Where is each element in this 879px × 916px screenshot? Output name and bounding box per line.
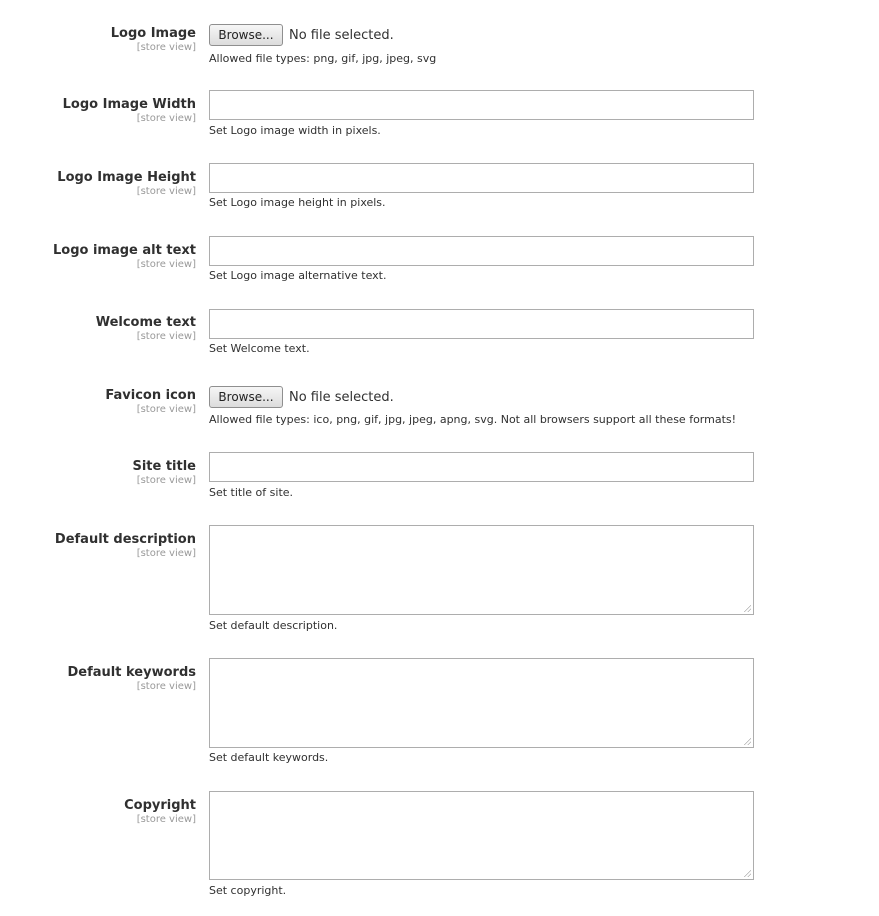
logo-alt-note: Set Logo image alternative text. <box>209 269 387 282</box>
logo-width-note: Set Logo image width in pixels. <box>209 124 381 137</box>
logo-image-note: Allowed file types: png, gif, jpg, jpeg, svg <box>209 52 437 65</box>
site-title-label: Site title <box>132 459 196 474</box>
default-keywords-note: Set default keywords. <box>209 751 329 764</box>
favicon-scope: [store view] <box>136 404 196 415</box>
default-keywords-label-group <box>0 665 196 692</box>
site-title-label-group <box>0 459 196 486</box>
logo-height-label-group <box>0 170 196 197</box>
logo-height-input[interactable] <box>209 163 754 193</box>
logo-width-scope: [store view] <box>136 113 196 124</box>
copyright-note: Set copyright. <box>209 884 287 897</box>
resize-grip-icon[interactable] <box>742 736 751 745</box>
logo-image-label-group <box>0 26 196 53</box>
copyright-label: Copyright <box>124 798 196 813</box>
logo-height-label: Logo Image Height <box>57 170 196 185</box>
welcome-text-scope: [store view] <box>136 331 196 342</box>
default-keywords-wrap <box>209 658 754 748</box>
resize-grip-icon[interactable] <box>742 603 751 612</box>
logo-alt-label-group <box>0 243 196 270</box>
default-description-label: Default description <box>54 532 196 547</box>
copyright-row <box>0 798 879 887</box>
favicon-label-group <box>0 388 196 415</box>
copyright-textarea[interactable] <box>209 791 754 880</box>
welcome-text-label: Welcome text <box>95 315 196 330</box>
default-description-label-group <box>0 532 196 559</box>
logo-width-input[interactable] <box>209 90 754 120</box>
default-keywords-label: Default keywords <box>67 665 196 680</box>
default-description-textarea[interactable] <box>209 525 754 615</box>
welcome-text-input[interactable] <box>209 309 754 339</box>
site-title-note: Set title of site. <box>209 486 294 499</box>
welcome-text-label-group <box>0 315 196 342</box>
logo-image-browse-button[interactable]: Browse... <box>209 24 283 46</box>
welcome-text-note: Set Welcome text. <box>209 342 310 355</box>
logo-image-file-control <box>209 24 394 46</box>
site-title-input[interactable] <box>209 452 754 482</box>
favicon-file-control <box>209 386 394 408</box>
copyright-scope: [store view] <box>136 814 196 825</box>
logo-height-scope: [store view] <box>136 186 196 197</box>
default-description-wrap <box>209 525 754 615</box>
logo-alt-input[interactable] <box>209 236 754 266</box>
logo-height-note: Set Logo image height in pixels. <box>209 196 386 209</box>
copyright-wrap <box>209 791 754 880</box>
favicon-file-status: No file selected. <box>289 389 394 405</box>
logo-image-file-status: No file selected. <box>289 27 394 43</box>
logo-width-label-group <box>0 97 196 124</box>
copyright-label-group <box>0 798 196 825</box>
favicon-note: Allowed file types: ico, png, gif, jpg, jpeg, apng, svg. Not all browsers support all these formats! <box>209 413 737 426</box>
logo-image-label: Logo Image <box>110 26 196 41</box>
favicon-browse-button[interactable]: Browse... <box>209 386 283 408</box>
default-keywords-scope: [store view] <box>136 681 196 692</box>
default-description-scope: [store view] <box>136 548 196 559</box>
logo-image-scope: [store view] <box>136 42 196 53</box>
default-description-row <box>0 532 879 622</box>
logo-width-label: Logo Image Width <box>62 97 196 112</box>
logo-alt-label: Logo image alt text <box>53 243 196 258</box>
default-keywords-row <box>0 665 879 755</box>
favicon-label: Favicon icon <box>105 388 196 403</box>
default-description-note: Set default description. <box>209 619 338 632</box>
resize-grip-icon[interactable] <box>742 868 751 877</box>
logo-alt-scope: [store view] <box>136 259 196 270</box>
site-title-scope: [store view] <box>136 475 196 486</box>
default-keywords-textarea[interactable] <box>209 658 754 748</box>
